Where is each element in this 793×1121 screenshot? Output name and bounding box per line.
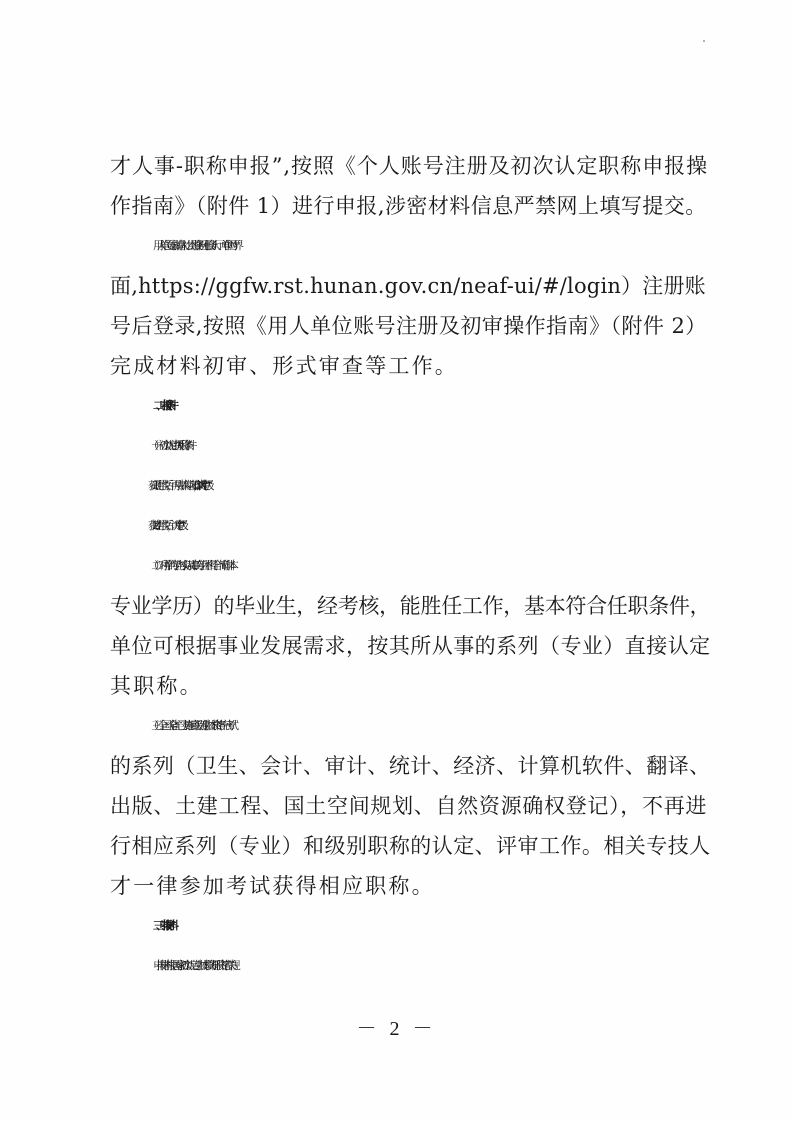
section-heading: 二、申报条件	[153, 399, 171, 412]
paragraph-line: 出版、土建工程、国土空间规划、自然资源确权登记），不再进	[110, 794, 708, 818]
list-item: 2.获博士学位后，认定“中级”。	[153, 519, 182, 532]
paragraph-line: 申报材料根据国家初次认定专业技术职务任职资格有关规	[153, 959, 233, 972]
paragraph-line: 完成材料初审、形式审查等工作。	[110, 354, 458, 378]
page-number: － 2 －	[356, 1018, 437, 1040]
paragraph-line: （三）全国（全省）已实施相应级别专业技术资格统一考试	[148, 719, 232, 732]
paragraph-line: 专业学历）的毕业生，经考核，能胜任工作，基本符合任职条件，	[110, 594, 711, 618]
paragraph-line: 其职称。	[110, 674, 203, 698]
paragraph-line: 行相应系列（专业）和级别职称的认定、评审工作。相关专技人	[110, 834, 711, 858]
subsection-heading: （一）初次认定中级职称条件	[148, 439, 190, 452]
paragraph-line: 面,https://ggfw.rst.hunan.gov.cn/neaf-ui/#/login）注册账	[110, 274, 706, 298]
paragraph-line: 才一律参加考试获得相应职称。	[110, 874, 435, 898]
paragraph-line: 单位可根据事业发展需求，按其所从事的系列（专业）直接认定	[110, 634, 711, 658]
paragraph-line: 号后登录,按照《用人单位账号注册及初审操作指南》（附件 2）	[110, 314, 707, 338]
paragraph-line: 用人单位登录湖南人社公共服务网上服务大厅（单位网厅界	[153, 239, 237, 252]
paragraph-line: 才人事-职称申报”,按照《个人账号注册及初次认定职称申报操	[110, 154, 709, 178]
paragraph-line: 的系列（卫生、会计、审计、统计、经济、计算机软件、翻译、	[110, 754, 711, 778]
paragraph-line: 作指南》（附件 1）进行申报,涉密材料信息严禁网上填写提交。	[110, 194, 707, 218]
list-item: 1.获硕士学位后，再从事本专业工作满 3 年，认定“中级”。	[153, 479, 208, 492]
section-heading: 三、申报材料	[153, 919, 171, 932]
scan-speck	[703, 40, 705, 42]
paragraph-line: （二）对所学的专业与实际从事的专业不相符合（简称非本	[148, 559, 232, 572]
